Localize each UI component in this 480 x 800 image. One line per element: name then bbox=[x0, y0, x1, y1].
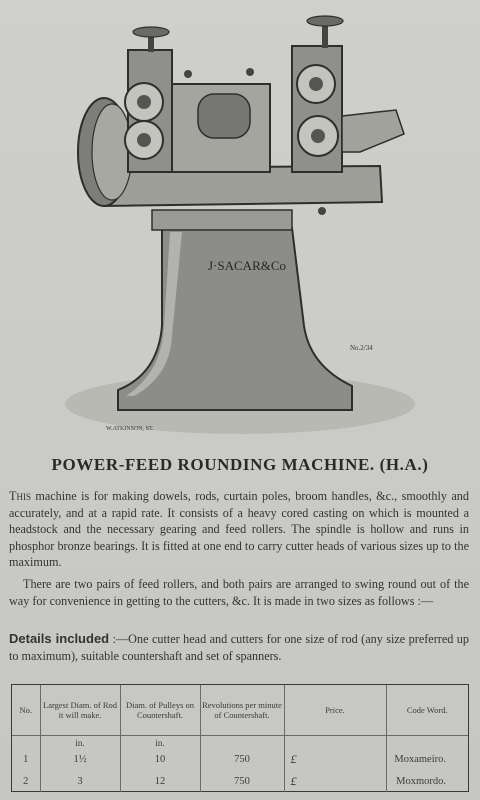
feed-rollers-paragraph: There are two pairs of feed rollers, and both pairs are arranged to swing round out of the way for convenience in getting to the cutters, &c. It is made in two sizes as follows :— bbox=[9, 577, 469, 608]
row-number: 1 bbox=[23, 753, 29, 765]
page-title: POWER-FEED ROUNDING MACHINE. (H.A.) bbox=[51, 455, 429, 474]
pedestal bbox=[118, 228, 352, 410]
description-paragraph bbox=[9, 488, 469, 571]
revolutions: 750 bbox=[200, 770, 284, 792]
header-cell: Price. bbox=[284, 685, 386, 736]
pulley-diameter: 10 bbox=[120, 748, 200, 770]
unit-cell bbox=[200, 736, 284, 749]
engraver-credit: W.ATKINSON, ST. bbox=[106, 426, 154, 432]
table-row bbox=[12, 770, 468, 792]
details-label: Details included bbox=[9, 631, 110, 646]
unit-cell bbox=[284, 736, 386, 749]
price: £ bbox=[284, 770, 386, 792]
details-paragraph bbox=[9, 631, 469, 664]
revolutions: 750 bbox=[200, 748, 284, 770]
drop-word: This bbox=[9, 489, 31, 503]
illustration-number: No.2/34 bbox=[350, 344, 373, 352]
pulley-diameter: 12 bbox=[120, 770, 200, 792]
left-handwheel bbox=[133, 27, 169, 37]
table-row bbox=[12, 748, 468, 770]
header-cell: Code Word. bbox=[386, 685, 468, 736]
description-text: machine is for making dowels, rods, curtain poles, broom handles, &c., smoothly and accurately, and at a rapid rate. It consists of a heavy cored casting on which is mounted a headstock and the necessary gearing and feed rollers. The spindle is hollow and runs in phosphor bronze bearings. It is fitted at one end to carry cutter heads of various sizes up to the maximum. bbox=[9, 489, 469, 569]
row-number: 2 bbox=[23, 775, 29, 787]
rod-diameter: 3 bbox=[40, 770, 120, 792]
machine-illustration bbox=[60, 6, 420, 436]
right-handwheel bbox=[307, 16, 343, 26]
table-header-row bbox=[12, 685, 468, 736]
header-cell: Revolutions per minute of Countershaft. bbox=[200, 685, 284, 736]
details-text: :—One cutter head and cutters for one size of rod (any size preferred up to maximum), suitable countershaft and set of spanners. bbox=[9, 632, 469, 663]
code-word: Moxameiro. bbox=[386, 748, 468, 770]
specification-table bbox=[11, 684, 469, 792]
header-cell: Largest Diam. of Rod it will make. bbox=[40, 685, 120, 736]
casting-label: J·SACAR&Co bbox=[208, 258, 287, 273]
units-row bbox=[12, 736, 468, 749]
rod-diameter: 1½ bbox=[40, 748, 120, 770]
price: £ bbox=[284, 748, 386, 770]
header-cell: Diam. of Pulleys on Countershaft. bbox=[120, 685, 200, 736]
side-bracket bbox=[342, 110, 404, 152]
unit-cell: in. bbox=[40, 736, 120, 749]
pedestal-cap bbox=[152, 210, 292, 230]
unit-cell bbox=[12, 736, 40, 749]
header-cell: No. bbox=[12, 685, 40, 736]
unit-cell: in. bbox=[120, 736, 200, 749]
unit-cell bbox=[386, 736, 468, 749]
code-word: Moxmordo. bbox=[386, 770, 468, 792]
spindle-housing bbox=[198, 94, 250, 138]
